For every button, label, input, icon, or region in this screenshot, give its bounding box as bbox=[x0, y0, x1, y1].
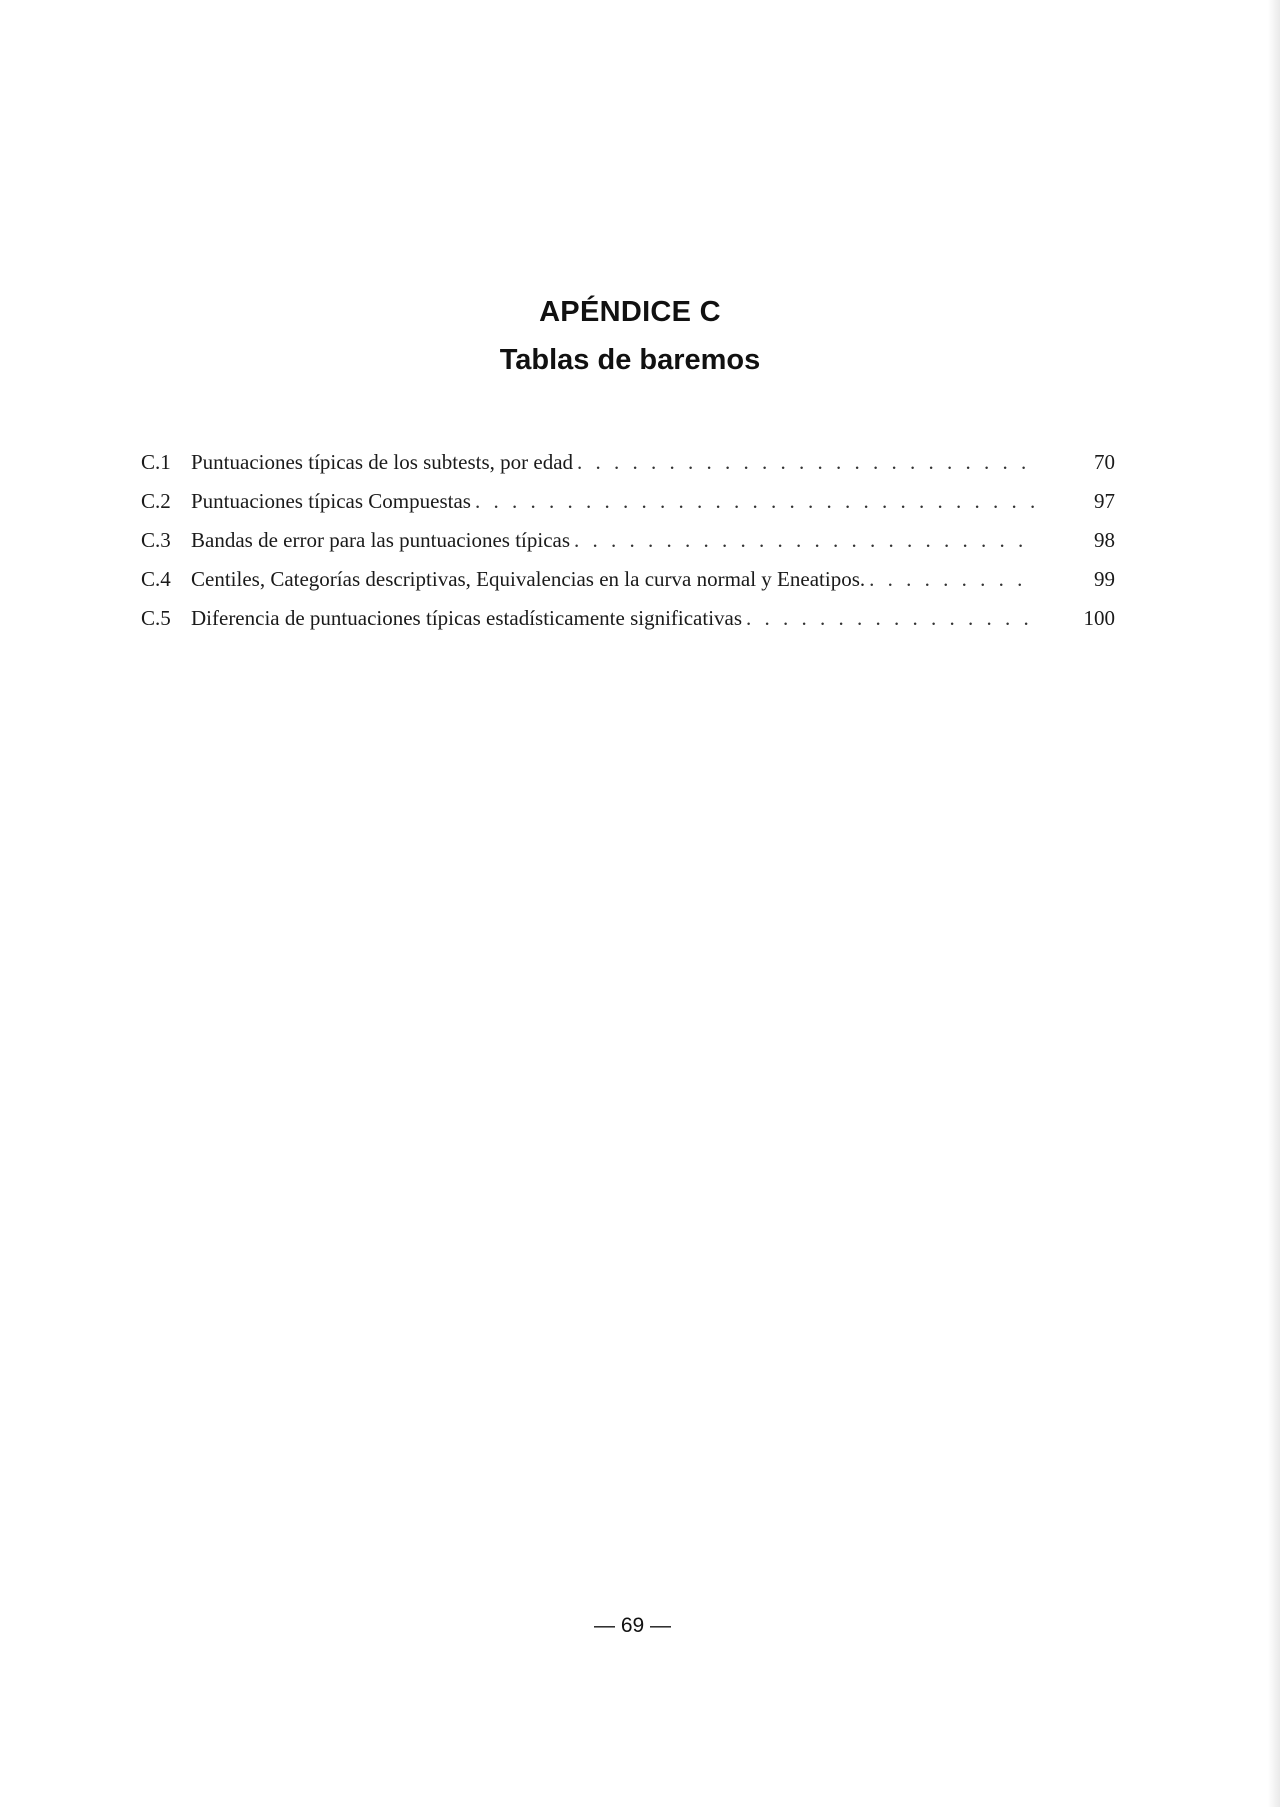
toc-entry-c5[interactable] bbox=[141, 603, 1115, 642]
toc-entry-number: C.1 bbox=[141, 450, 171, 474]
toc-leader-dots bbox=[475, 486, 1035, 516]
appendix-title: APÉNDICE C bbox=[539, 296, 721, 328]
toc-entry-title: Diferencia de puntuaciones típicas estadísticamente significativas bbox=[191, 606, 743, 630]
toc-entry-title-group bbox=[191, 564, 1035, 594]
toc-entry-title-group bbox=[191, 486, 1035, 516]
toc-leader-dots bbox=[869, 564, 1035, 594]
toc-entry-c2[interactable] bbox=[141, 486, 1115, 525]
toc-entry-page: 70 bbox=[1094, 450, 1115, 474]
toc-entry-title: Centiles, Categorías descriptivas, Equivalencias en la curva normal y Eneatipos. bbox=[191, 567, 866, 591]
page-edge-shadow bbox=[1268, 0, 1280, 1807]
toc-entry-title-group bbox=[191, 447, 1035, 477]
appendix-subtitle: Tablas de baremos bbox=[499, 344, 761, 376]
toc-entry-c4[interactable] bbox=[141, 564, 1115, 603]
toc-entry-c3[interactable] bbox=[141, 525, 1115, 564]
toc-leader-dots bbox=[746, 603, 1035, 633]
toc-entry-page: 99 bbox=[1094, 567, 1115, 591]
toc-entry-c1[interactable] bbox=[141, 447, 1115, 486]
toc-entry-page: 97 bbox=[1094, 489, 1115, 513]
toc-entry-page: 100 bbox=[1083, 606, 1115, 630]
toc-entry-title-group bbox=[191, 525, 1035, 555]
toc-entry-number: C.3 bbox=[141, 528, 171, 552]
toc-entry-title-group bbox=[191, 603, 1035, 633]
toc-leader-dots bbox=[577, 447, 1035, 477]
toc-entry-number: C.5 bbox=[141, 606, 171, 630]
table-of-contents bbox=[141, 447, 1115, 642]
toc-entry-title: Puntuaciones típicas Compuestas bbox=[191, 489, 471, 513]
toc-entry-title: Puntuaciones típicas de los subtests, por edad bbox=[191, 450, 574, 474]
toc-entry-title: Bandas de error para las puntuaciones típicas bbox=[191, 528, 571, 552]
toc-entry-page: 98 bbox=[1094, 528, 1115, 552]
toc-entry-number: C.4 bbox=[141, 567, 171, 591]
toc-entry-number: C.2 bbox=[141, 489, 171, 513]
page-number: — 69 — bbox=[593, 1614, 672, 1637]
toc-leader-dots bbox=[574, 525, 1035, 555]
